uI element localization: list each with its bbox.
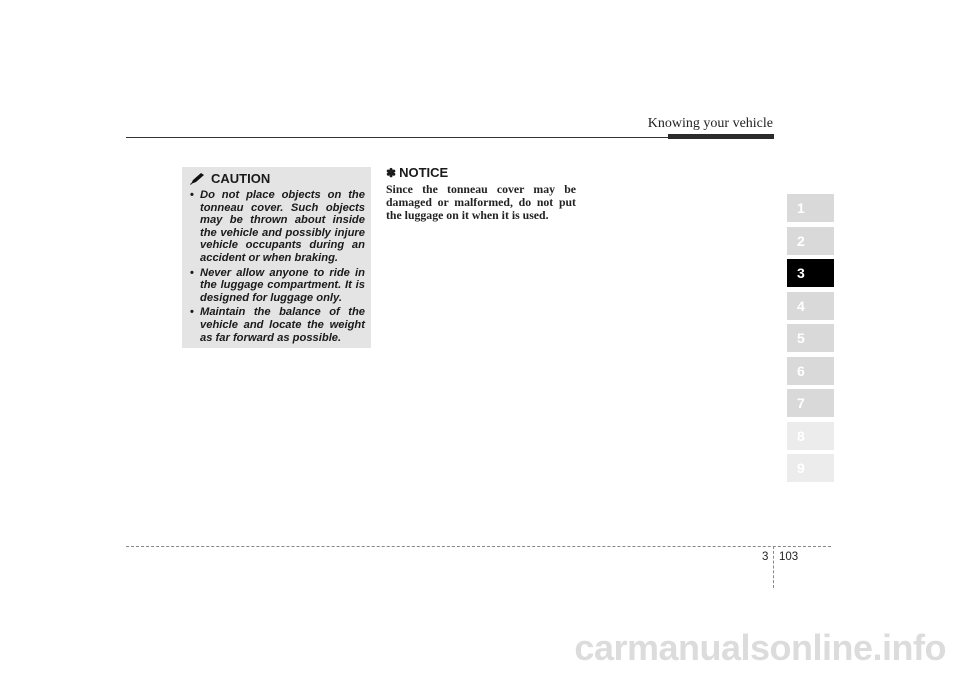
- notice-heading: [386, 165, 576, 180]
- chapter-tab-2[interactable]: 2: [787, 227, 834, 255]
- header-rule-thin: [126, 137, 756, 138]
- footer-chapter: 3: [762, 551, 769, 563]
- chapter-tabs: [787, 194, 834, 487]
- chapter-tab-9[interactable]: 9: [787, 454, 834, 482]
- caution-title: CAUTION: [211, 171, 271, 186]
- watermark: carmanualsonline.info: [574, 627, 946, 668]
- header-title: Knowing your vehicle: [647, 116, 773, 131]
- notice-section: [386, 165, 576, 221]
- chapter-tab-6[interactable]: 6: [787, 357, 834, 385]
- caution-item: • Do not place objects on the tonneau cover. Such objects may be thrown about inside the vehicle and possibly injure vehicle occupants during an accident or when braking.: [190, 189, 365, 264]
- notice-title: NOTICE: [399, 165, 449, 180]
- caution-heading: [189, 171, 365, 186]
- chapter-tab-5[interactable]: 5: [787, 324, 834, 352]
- chapter-tab-8[interactable]: 8: [787, 422, 834, 450]
- pencil-icon: [189, 172, 205, 186]
- footer-rule: [126, 546, 831, 547]
- chapter-tab-4[interactable]: 4: [787, 292, 834, 320]
- caution-item: • Never allow anyone to ride in the luggage compartment. It is designed for luggage only.: [190, 266, 365, 304]
- caution-item: • Maintain the balance of the vehicle and locate the weight as far forward as possible.: [190, 306, 365, 344]
- caution-list: [190, 189, 365, 344]
- caution-box: [182, 167, 371, 348]
- chapter-tab-1[interactable]: 1: [787, 194, 834, 222]
- footer-divider: [773, 546, 774, 588]
- header-rule-thick: [668, 134, 774, 139]
- asterisk-icon: ✽: [386, 165, 397, 180]
- footer-page-number: 103: [779, 551, 799, 563]
- chapter-tab-3[interactable]: 3: [787, 259, 834, 287]
- chapter-tab-7[interactable]: 7: [787, 389, 834, 417]
- notice-body: Since the tonneau cover may be damaged or malformed, do not put the luggage on it when it is used.: [386, 182, 576, 222]
